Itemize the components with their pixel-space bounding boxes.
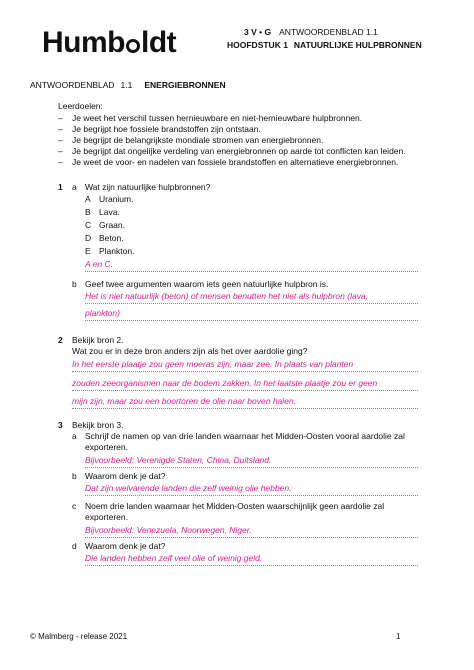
subquestion-letter: d [72,541,77,551]
subquestion-letter: b [72,471,77,481]
question-text: exporteren. [85,442,128,452]
learning-goals [58,101,406,168]
answer-line [85,271,418,272]
question-text: Wat zijn natuurlijke hulpbronnen? [85,182,211,192]
question-text: exporteren. [85,512,128,522]
answer-line [85,303,418,304]
page-number: 1 [396,632,401,641]
question-text: Waarom denk je dat? [85,541,166,551]
option-item: C Graan. [85,220,125,230]
answer-text: Dat zijn welvarende landen die zelf weinig olie hebben. [85,483,292,493]
answer-text: mijn zijn, maar zou een boortoren de olie naar boven halen. [72,396,296,406]
header-chapter-line [227,40,422,50]
goal-item: – Je begrijpt hoe fossiele brandstoffen zijn ontstaan. [58,124,261,134]
copyright-footer: © Malmberg - release 2021 [30,632,128,641]
answer-text: In het eerste plaatje zou geen moeras zijn, maar zee. In plaats van planten [72,359,354,369]
answer-line [85,320,418,321]
answer-line [72,371,418,372]
answer-line [72,390,418,391]
answer-text: Bijvoorbeeld: Venezuela, Noorwegen, Niger. [85,525,252,535]
chapter-title: NATUURLIJKE HULPBRONNEN [293,40,422,50]
question-text: Waarom denk je dat? [85,471,166,481]
answer-text: zouden zeeorganismen naar de bodem zakken. In het laatste plaatje zou er geen [72,378,378,388]
question-text: Bekijk bron 3. [72,420,124,430]
subquestion-letter: a [72,182,77,192]
option-item: E Plankton. [85,246,135,256]
logo-o-ring [126,39,140,53]
sheet-label: ANTWOORDENBLAD 1.1 [279,27,378,37]
answer-line [72,408,418,409]
answer-text: Het is niet natuurlijk (beton) of mensen benutten het niet als hulpbron (lava, [85,291,369,301]
goal-item: – Je begrijpt de belangrijkste mondiale stromen van energiebronnen. [58,135,324,145]
goals-heading: Leerdoelen: [58,101,103,111]
page-title [30,80,226,90]
question-text: Geef twee argumenten waarom iets geen natuurlijke hulpbron is. [85,279,329,289]
header-level-line [244,27,378,37]
title-topic: ENERGIEBRONNEN [144,80,226,90]
level-label: 3 V • G [244,27,272,37]
option-item: B Lava. [85,207,120,217]
answer-line [85,565,418,566]
question-text: Noem drie landen waarnaar het Midden-Oosten waarschijnlijk geen aardolie zal [85,501,385,511]
humboldt-logo: Humb ldt [42,26,177,59]
question-number: 1 [58,182,63,192]
option-item: D Beton. [85,233,124,243]
goal-item: – Je weet het verschil tussen hernieuwbare en niet-hernieuwbare hulpbronnen. [58,113,363,123]
option-item: A Uranium. [85,194,134,204]
answer-line [85,467,418,468]
answer-line [85,495,418,496]
answer-text: A en C. [85,259,114,269]
answer-text: plankton) [85,308,120,318]
answer-text: Bijvoorbeeld: Verenigde Staten, China, Duitsland. [85,455,272,465]
subquestion-letter: b [72,279,77,289]
title-label: ANTWOORDENBLAD [30,80,115,90]
question-text: Bekijk bron 2. [72,335,124,345]
subquestion-letter: a [72,431,77,441]
chapter-label: HOOFDSTUK 1 [227,40,288,50]
goal-item: – Je weet de voor- en nadelen van fossiele brandstoffen en alternatieve energiebronnen. [58,157,399,167]
title-number: 1.1 [120,80,133,90]
question-text: Wat zou er in deze bron anders zijn als het over aardolie ging? [72,346,308,356]
question-number: 2 [58,335,63,345]
subquestion-letter: c [72,501,77,511]
answer-text: Die landen hebben zelf veel olie of weinig geld. [85,553,263,563]
answer-line [85,537,418,538]
question-text: Schrijf de namen op van drie landen waarnaar het Midden-Oosten vooral aardolie zal [85,431,405,441]
goal-item: – Je begrijpt dat ongelijke verdeling van energiebronnen op aarde tot conflicten kan leiden. [58,146,406,156]
question-number: 3 [58,420,63,430]
